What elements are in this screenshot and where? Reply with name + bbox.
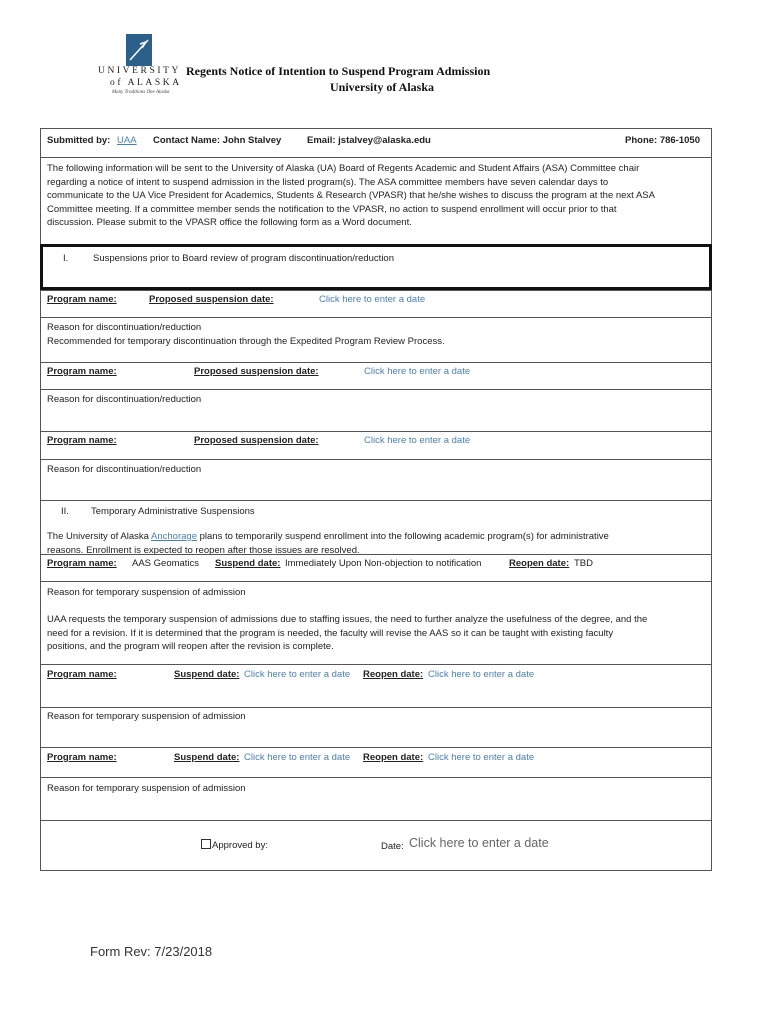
approval-date-label: Date:	[381, 841, 404, 852]
section-1-reason-row	[40, 317, 712, 363]
proposed-date-label: Proposed suspension date:	[149, 294, 274, 305]
logo-text-alaska: of ALASKA	[110, 78, 182, 88]
intro-text: plans to temporarily suspend enrollment into the following academic program(s) for administrative	[196, 531, 609, 542]
approved-by-label: Approved by:	[212, 840, 268, 851]
approved-by	[201, 839, 268, 852]
program-name-label: Program name:	[47, 366, 117, 377]
reason-label: Reason for discontinuation/reduction	[47, 464, 202, 475]
program-name-label: Program name:	[47, 752, 117, 763]
intro-line: Committee meeting. If a committee member sends the notification to the VPASR, no action to suspend enrollment will occur prior to that	[47, 203, 617, 215]
reason-label: Reason for discontinuation/reduction	[47, 394, 202, 405]
section-2-heading: Temporary Administrative Suspensions	[91, 506, 255, 517]
section-2-reason-row	[40, 707, 712, 748]
contact-phone: Phone: 786-1050	[625, 135, 700, 146]
approval-checkbox[interactable]	[201, 839, 211, 849]
proposed-date-label: Proposed suspension date:	[194, 435, 319, 446]
form-subtitle: University of Alaska	[330, 80, 435, 94]
date-picker[interactable]: Click here to enter a date	[364, 435, 471, 446]
section-1-reason-row	[40, 459, 712, 501]
intro-line: discussion. Please submit to the VPASR office the following form as a Word document.	[47, 217, 412, 228]
contact-row	[40, 128, 712, 158]
intro-text: The University of Alaska	[47, 531, 152, 542]
reopen-date-picker[interactable]: Click here to enter a date	[428, 669, 535, 680]
reopen-date-picker[interactable]: Click here to enter a date	[428, 752, 535, 763]
intro-line: communicate to the UA Vice President for Academics, Students & Research (VPASR) that he/she wishes to discuss the program at the next ASA	[47, 190, 655, 201]
section-2-program-row	[40, 747, 712, 778]
reason-label: Reason for temporary suspension of admission	[47, 783, 246, 794]
reason-label: Reason for temporary suspension of admission	[47, 587, 246, 598]
section-2-numeral: II.	[61, 506, 69, 517]
form-revision: Form Rev: 7/23/2018	[90, 944, 213, 959]
intro-line: The following information will be sent to the University of Alaska (UA) Board of Regents Academic and Student Affairs (ASA) Committee chair	[47, 163, 640, 174]
submitted-by-link[interactable]: UAA	[117, 135, 137, 146]
program-name-label: Program name:	[47, 669, 117, 680]
section-1-heading: Suspensions prior to Board review of program discontinuation/reduction	[93, 253, 394, 264]
suspend-date-picker[interactable]: Click here to enter a date	[244, 752, 351, 763]
section-2-reason-row	[40, 777, 712, 821]
section-2-heading-box	[40, 500, 712, 554]
suspend-date-label: Suspend date:	[174, 669, 240, 680]
program-name-value: AAS Geomatics	[132, 558, 200, 569]
program-name-label: Program name:	[47, 294, 117, 305]
program-name-label: Program name:	[47, 435, 117, 446]
section-1-program-row	[40, 290, 712, 318]
section-2-program-row	[40, 664, 712, 708]
reopen-date-label: Reopen date:	[363, 752, 424, 763]
reason-label: Reason for temporary suspension of admission	[47, 711, 246, 722]
suspend-date-value: Immediately Upon Non-objection to notification	[285, 558, 482, 569]
section-2-program-row	[40, 554, 712, 582]
section-1-program-row	[40, 362, 712, 390]
logo-text-university: UNIVERSITY	[98, 66, 181, 76]
reopen-date-label: Reopen date:	[509, 558, 570, 569]
reason-line: need for a revision. If it is determined that the program is needed, the faculty will revise the AAS so it can be taught with existing faculty	[47, 627, 614, 639]
contact-email: Email: jstalvey@alaska.edu	[307, 135, 431, 146]
submitted-by-label: Submitted by:	[47, 135, 111, 146]
reason-paragraph	[47, 613, 647, 654]
section-1-heading-box	[40, 244, 712, 290]
form-title: Regents Notice of Intention to Suspend Program Admission	[186, 64, 491, 78]
date-picker[interactable]: Click here to enter a date	[319, 294, 426, 305]
reason-text: Recommended for temporary discontinuation through the Expedited Program Review Process.	[47, 335, 445, 347]
intro-text: reasons. Enrollment is expected to reopen after those issues are resolved.	[47, 544, 360, 556]
logo-tagline: Many Traditions One Alaska	[112, 90, 170, 95]
reason-line: UAA requests the temporary suspension of admissions due to staffing issues, the need to further analyze the usefulness of the degree, and the	[47, 614, 648, 625]
reopen-date-label: Reopen date:	[363, 669, 424, 680]
section-2-intro	[47, 530, 609, 557]
reason-label: Reason for discontinuation/reduction	[47, 322, 202, 333]
university-logo-emblem	[126, 34, 152, 66]
approval-row	[40, 820, 712, 871]
program-name-label: Program name:	[47, 558, 117, 569]
suspend-date-picker[interactable]: Click here to enter a date	[244, 669, 351, 680]
section-1-program-row	[40, 431, 712, 460]
campus-link[interactable]: Anchorage	[151, 531, 197, 542]
section-1-numeral: I.	[63, 253, 69, 264]
proposed-date-label: Proposed suspension date:	[194, 366, 319, 377]
suspend-date-label: Suspend date:	[215, 558, 281, 569]
date-picker[interactable]: Click here to enter a date	[364, 366, 471, 377]
suspend-date-label: Suspend date:	[174, 752, 240, 763]
intro-line: regarding a notice of intent to suspend admission in the listed program(s). The ASA committee members have seven calendar days to	[47, 176, 609, 188]
reopen-date-value: TBD	[574, 558, 593, 569]
intro-paragraph	[47, 162, 655, 230]
reason-line: positions, and the program will reopen after the revision is complete.	[47, 641, 334, 652]
section-1-reason-row	[40, 389, 712, 432]
contact-name: Contact Name: John Stalvey	[153, 135, 282, 146]
approval-date-picker[interactable]: Click here to enter a date	[409, 836, 549, 850]
section-2-reason-row	[40, 581, 712, 665]
intro-section	[40, 157, 712, 245]
